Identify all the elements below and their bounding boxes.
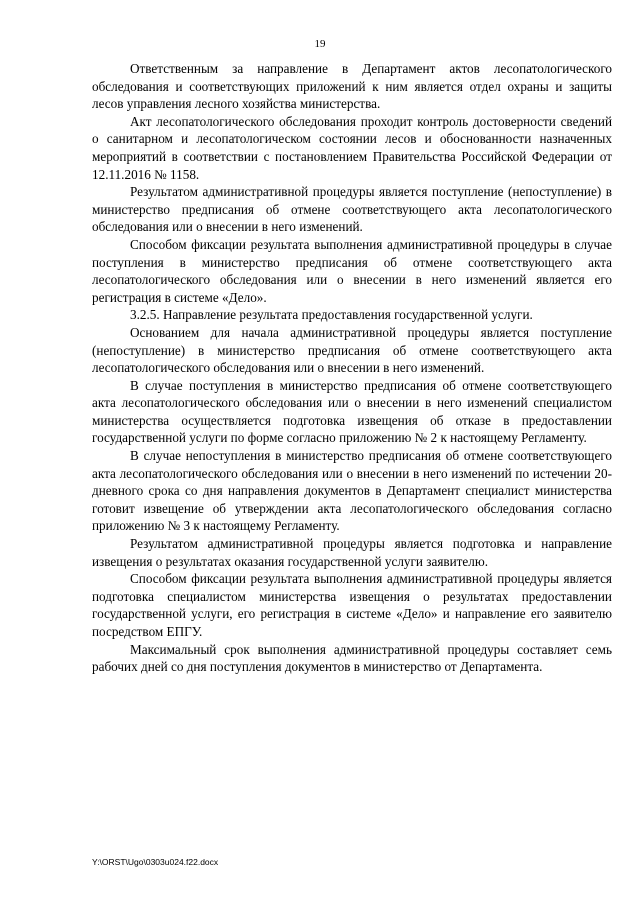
section-heading: 3.2.5. Направление результата предоставления государственной услуги. [130,307,533,323]
paragraph: В случае поступления в министерство предписания об отмене соответствующего акта лесопатологического обследования или о внесении в него изменений специалистом министерства осуществляется подготовка извещения об отказе в предоставлении государственной услуги по форме согласно приложению № 2 к настоящему Регламенту. [92,377,612,446]
paragraph: Результатом административной процедуры является поступление (непоступление) в министерство предписания об отмене соответствующего акта лесопатологического обследования или о внесении в него изменений. [92,184,612,235]
document-body [92,60,612,676]
paragraph: Результатом административной процедуры является подготовка и направление извещения о результатах оказания государственной услуги заявителю. [92,536,612,569]
paragraph: Основанием для начала административной процедуры является поступление (непоступление) в министерство предписания об отмене соответствующего акта лесопатологического обследования или о внесении в него изменений. [92,324,612,376]
paragraph: Способом фиксации результата выполнения административной процедуры является подготовка специалистом министерства извещения о результатах предоставлении государственной услуги, его регистрация в системе «Дело» и направление его заявителю посредством ЕПГУ. [92,571,612,639]
paragraph: Максимальный срок выполнения административной процедуры составляет семь рабочих дней со дня поступления документов в министерство от Департамента. [92,641,612,675]
page-number: 19 [314,38,326,50]
paragraph: Ответственным за направление в Департамент актов лесопатологического обследования и соответствующих приложений к ним является отдел охраны и защиты лесов управления лесного хозяйства министерства. [92,61,612,112]
paragraph: В случае непоступления в министерство предписания об отмене соответствующего акта лесопатологического обследования или о внесении в него изменений по истечении 20-дневного срока со дня направления документов в Департамент специалист министерства готовит извещение об утверждении акта лесопатологического обследования согласно приложению № 3 к настоящему Регламенту. [92,448,612,534]
paragraph: Способом фиксации результата выполнения административной процедуры в случае поступления в министерство предписания об отмене соответствующего акта лесопатологического обследования или о внесении в него изменений является его регистрация в системе «Дело». [92,236,612,305]
file-path-footer: Y:\ORST\Ugo\0303u024.f22.docx [92,857,219,867]
paragraph: Акт лесопатологического обследования проходит контроль достоверности сведений о санитарном и лесопатологическом состоянии лесов и обоснованности назначенных мероприятий в соответствии с постановлением Правительства Российской Федерации от 12.11.2016 № 1158. [92,113,612,182]
